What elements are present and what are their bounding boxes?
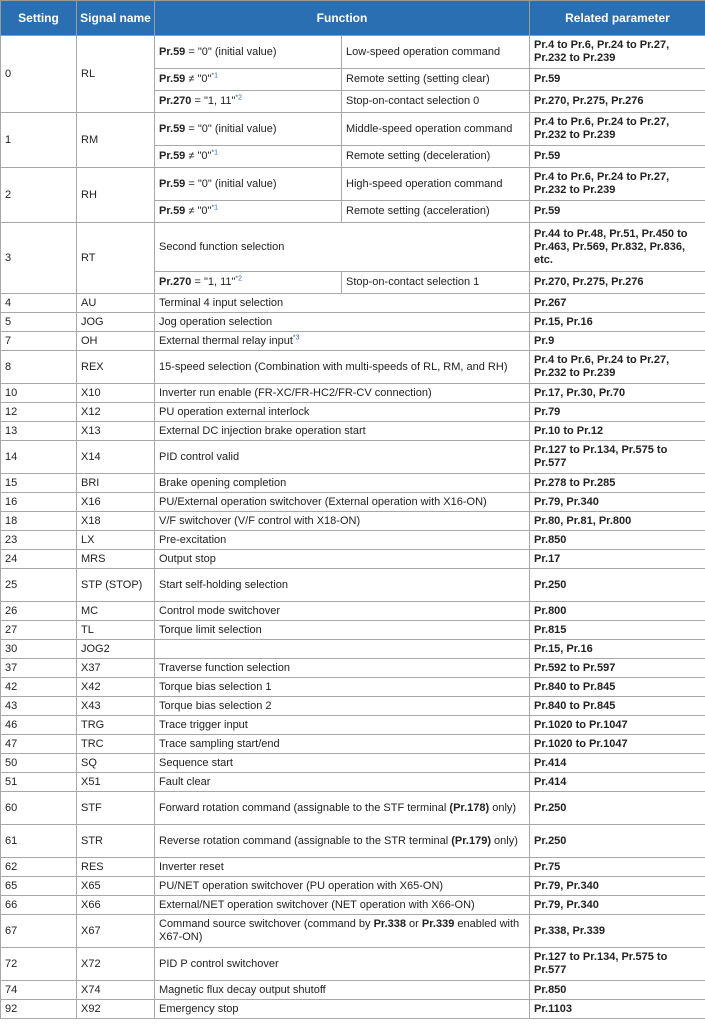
setting-cell: 72 xyxy=(1,948,77,981)
footnote-marker: *2 xyxy=(235,275,243,283)
setting-cell: 25 xyxy=(1,569,77,602)
parameter-cell: Pr.250 xyxy=(530,569,705,602)
function-cell: PU operation external interlock xyxy=(155,403,530,422)
condition-value: ≠ "0" xyxy=(185,73,212,85)
signal-cell: X42 xyxy=(77,678,155,697)
parameter-cell: Pr.270, Pr.275, Pr.276 xyxy=(530,91,705,113)
function-cell: Inverter reset xyxy=(155,858,530,877)
signal-cell: X13 xyxy=(77,422,155,441)
signal-cell: TRC xyxy=(77,735,155,754)
parameter-cell: Pr.127 to Pr.134, Pr.575 to Pr.577 xyxy=(530,948,705,981)
function-cell: Remote setting (deceleration) xyxy=(342,146,530,168)
parameter-cell: Pr.44 to Pr.48, Pr.51, Pr.450 to Pr.463, Pr.569, Pr.832, Pr.836, etc. xyxy=(530,223,705,272)
function-text: enabled with X67-ON) xyxy=(159,918,520,943)
parameter-cell: Pr.9 xyxy=(530,332,705,351)
table-row xyxy=(1,659,705,678)
function-text: Reverse rotation command (assignable to the STR terminal xyxy=(159,834,452,847)
parameter-cell: Pr.850 xyxy=(530,981,705,1000)
function-cell xyxy=(155,915,530,948)
parameter-cell: Pr.1020 to Pr.1047 xyxy=(530,735,705,754)
signal-cell: X92 xyxy=(77,1000,155,1019)
function-cell: Brake opening completion xyxy=(155,474,530,493)
signal-cell: AU xyxy=(77,294,155,313)
function-cell: Trace trigger input xyxy=(155,716,530,735)
parameter-cell: Pr.414 xyxy=(530,754,705,773)
condition-cell xyxy=(155,69,342,91)
setting-cell: 18 xyxy=(1,512,77,531)
parameter-cell: Pr.79, Pr.340 xyxy=(530,896,705,915)
signal-cell: STR xyxy=(77,825,155,858)
signal-cell: RT xyxy=(77,223,155,294)
signal-cell: STP (STOP) xyxy=(77,569,155,602)
signal-cell: X12 xyxy=(77,403,155,422)
signal-cell: X65 xyxy=(77,877,155,896)
signal-cell: TRG xyxy=(77,716,155,735)
function-text: External thermal relay input xyxy=(159,334,293,347)
setting-cell: 16 xyxy=(1,493,77,512)
function-text: only) xyxy=(489,801,517,814)
parameter-cell: Pr.80, Pr.81, Pr.800 xyxy=(530,512,705,531)
header-setting: Setting xyxy=(1,1,77,36)
setting-cell: 2 xyxy=(1,168,77,223)
table-row xyxy=(1,36,705,69)
table-row xyxy=(1,640,705,659)
function-cell: Pre-excitation xyxy=(155,531,530,550)
table-row xyxy=(1,569,705,602)
condition-parameter: Pr.270 xyxy=(159,276,192,288)
parameter-cell: Pr.15, Pr.16 xyxy=(530,313,705,332)
function-cell: Torque bias selection 2 xyxy=(155,697,530,716)
table-row xyxy=(1,858,705,877)
table-row xyxy=(1,493,705,512)
parameter-cell: Pr.17 xyxy=(530,550,705,569)
function-cell: Torque bias selection 1 xyxy=(155,678,530,697)
function-parameter: Pr.339 xyxy=(421,918,455,930)
table-row xyxy=(1,825,705,858)
table-row xyxy=(1,621,705,640)
condition-parameter: Pr.59 xyxy=(159,205,186,217)
signal-cell: STF xyxy=(77,792,155,825)
condition-value: ≠ "0" xyxy=(185,150,212,162)
header-signal-name: Signal name xyxy=(77,1,155,36)
function-cell xyxy=(155,792,530,825)
parameter-cell: Pr.840 to Pr.845 xyxy=(530,678,705,697)
signal-cell: X37 xyxy=(77,659,155,678)
setting-cell: 65 xyxy=(1,877,77,896)
function-cell: Jog operation selection xyxy=(155,313,530,332)
setting-cell: 30 xyxy=(1,640,77,659)
condition-cell xyxy=(155,146,342,168)
function-text: or xyxy=(406,918,422,930)
function-cell: Fault clear xyxy=(155,773,530,792)
setting-cell: 47 xyxy=(1,735,77,754)
setting-cell: 15 xyxy=(1,474,77,493)
condition-cell xyxy=(155,168,342,201)
condition-cell xyxy=(155,201,342,223)
signal-cell: BRI xyxy=(77,474,155,493)
table-row xyxy=(1,550,705,569)
signal-cell: X14 xyxy=(77,441,155,474)
parameter-cell: Pr.4 to Pr.6, Pr.24 to Pr.27, Pr.232 to Pr.239 xyxy=(530,168,705,201)
footnote-marker: *1 xyxy=(211,72,219,80)
signal-cell: X72 xyxy=(77,948,155,981)
table-row xyxy=(1,313,705,332)
parameter-cell: Pr.1103 xyxy=(530,1000,705,1019)
header-function: Function xyxy=(155,1,530,36)
function-cell: V/F switchover (V/F control with X18-ON) xyxy=(155,512,530,531)
function-cell: Sequence start xyxy=(155,754,530,773)
parameter-cell: Pr.414 xyxy=(530,773,705,792)
function-cell: Stop-on-contact selection 0 xyxy=(342,91,530,113)
condition-parameter: Pr.59 xyxy=(159,122,186,135)
table-row xyxy=(1,678,705,697)
parameter-cell: Pr.592 to Pr.597 xyxy=(530,659,705,678)
header-related-parameter: Related parameter xyxy=(530,1,705,36)
setting-cell: 24 xyxy=(1,550,77,569)
setting-cell: 62 xyxy=(1,858,77,877)
signal-cell: TL xyxy=(77,621,155,640)
setting-cell: 27 xyxy=(1,621,77,640)
table-row xyxy=(1,896,705,915)
function-cell: External/NET operation switchover (NET operation with X66-ON) xyxy=(155,896,530,915)
signal-cell: OH xyxy=(77,332,155,351)
table-row xyxy=(1,422,705,441)
table-row xyxy=(1,113,705,146)
setting-cell: 12 xyxy=(1,403,77,422)
signal-cell: X18 xyxy=(77,512,155,531)
setting-cell: 5 xyxy=(1,313,77,332)
table-row xyxy=(1,716,705,735)
table-row xyxy=(1,403,705,422)
table-row xyxy=(1,602,705,621)
condition-cell xyxy=(155,113,342,146)
function-cell: Remote setting (setting clear) xyxy=(342,69,530,91)
function-cell: Inverter run enable (FR-XC/FR-HC2/FR-CV connection) xyxy=(155,384,530,403)
signal-cell: JOG2 xyxy=(77,640,155,659)
function-text: Forward rotation command (assignable to the STF terminal xyxy=(159,801,450,814)
condition-parameter: Pr.59 xyxy=(159,177,186,190)
parameter-cell: Pr.800 xyxy=(530,602,705,621)
parameter-cell: Pr.4 to Pr.6, Pr.24 to Pr.27, Pr.232 to Pr.239 xyxy=(530,351,705,384)
table-row xyxy=(1,384,705,403)
parameter-cell: Pr.250 xyxy=(530,792,705,825)
setting-cell: 14 xyxy=(1,441,77,474)
signal-cell: SQ xyxy=(77,754,155,773)
table-row xyxy=(1,512,705,531)
setting-cell: 23 xyxy=(1,531,77,550)
table-row xyxy=(1,531,705,550)
signal-cell: X66 xyxy=(77,896,155,915)
table-row xyxy=(1,294,705,313)
function-text: only) xyxy=(491,834,518,847)
function-cell: Control mode switchover xyxy=(155,602,530,621)
function-cell: High-speed operation command xyxy=(342,168,530,201)
parameter-cell: Pr.17, Pr.30, Pr.70 xyxy=(530,384,705,403)
condition-cell xyxy=(155,36,342,69)
footnote-marker: *1 xyxy=(211,204,219,212)
table-row xyxy=(1,735,705,754)
parameter-cell: Pr.338, Pr.339 xyxy=(530,915,705,948)
table-row xyxy=(1,981,705,1000)
setting-cell: 61 xyxy=(1,825,77,858)
condition-value: = "0" (initial value) xyxy=(185,45,277,58)
footnote-marker: *1 xyxy=(211,149,219,157)
table-row xyxy=(1,754,705,773)
signal-cell: LX xyxy=(77,531,155,550)
condition-value: = "0" (initial value) xyxy=(185,177,277,190)
function-cell: Torque limit selection xyxy=(155,621,530,640)
setting-cell: 92 xyxy=(1,1000,77,1019)
function-cell: Low-speed operation command xyxy=(342,36,530,69)
condition-value: = "0" (initial value) xyxy=(185,122,277,135)
table-row xyxy=(1,773,705,792)
function-cell: PU/External operation switchover (External operation with X16-ON) xyxy=(155,493,530,512)
condition-parameter: Pr.59 xyxy=(159,150,186,162)
parameter-cell: Pr.59 xyxy=(530,69,705,91)
table-row xyxy=(1,915,705,948)
function-cell: External DC injection brake operation start xyxy=(155,422,530,441)
function-cell: PID P control switchover xyxy=(155,948,530,981)
function-cell: Output stop xyxy=(155,550,530,569)
setting-cell: 37 xyxy=(1,659,77,678)
function-cell: Second function selection xyxy=(155,223,530,272)
setting-cell: 26 xyxy=(1,602,77,621)
function-parameter: (Pr.179) xyxy=(451,834,491,847)
signal-cell: JOG xyxy=(77,313,155,332)
table-row xyxy=(1,351,705,384)
signal-cell: REX xyxy=(77,351,155,384)
setting-cell: 51 xyxy=(1,773,77,792)
parameter-cell: Pr.59 xyxy=(530,201,705,223)
table-row xyxy=(1,223,705,272)
setting-cell: 60 xyxy=(1,792,77,825)
setting-cell: 8 xyxy=(1,351,77,384)
function-cell xyxy=(155,332,530,351)
function-cell: Traverse function selection xyxy=(155,659,530,678)
table-row xyxy=(1,1000,705,1019)
parameter-cell: Pr.250 xyxy=(530,825,705,858)
signal-cell: RL xyxy=(77,36,155,113)
table-header-row xyxy=(1,1,705,36)
function-cell: 15-speed selection (Combination with multi-speeds of RL, RM, and RH) xyxy=(155,351,530,384)
parameter-cell: Pr.10 to Pr.12 xyxy=(530,422,705,441)
parameter-cell: Pr.127 to Pr.134, Pr.575 to Pr.577 xyxy=(530,441,705,474)
table-row xyxy=(1,168,705,201)
table-row xyxy=(1,792,705,825)
setting-cell: 74 xyxy=(1,981,77,1000)
signal-cell: X10 xyxy=(77,384,155,403)
function-cell: Middle-speed operation command xyxy=(342,113,530,146)
setting-cell: 46 xyxy=(1,716,77,735)
function-cell: Magnetic flux decay output shutoff xyxy=(155,981,530,1000)
table-row xyxy=(1,877,705,896)
function-cell: Stop-on-contact selection 1 xyxy=(342,272,530,294)
function-cell: PU/NET operation switchover (PU operation with X65-ON) xyxy=(155,877,530,896)
setting-cell: 13 xyxy=(1,422,77,441)
setting-cell: 66 xyxy=(1,896,77,915)
function-cell: Terminal 4 input selection xyxy=(155,294,530,313)
table-row xyxy=(1,441,705,474)
signal-cell: X67 xyxy=(77,915,155,948)
parameter-cell: Pr.79, Pr.340 xyxy=(530,877,705,896)
condition-value: = "1, 11" xyxy=(191,95,236,107)
signal-cell: RM xyxy=(77,113,155,168)
setting-cell: 10 xyxy=(1,384,77,403)
parameter-cell: Pr.79 xyxy=(530,403,705,422)
function-cell: PID control valid xyxy=(155,441,530,474)
function-cell: Start self-holding selection xyxy=(155,569,530,602)
setting-cell: 7 xyxy=(1,332,77,351)
parameter-cell: Pr.15, Pr.16 xyxy=(530,640,705,659)
function-cell xyxy=(155,640,530,659)
parameter-cell: Pr.75 xyxy=(530,858,705,877)
setting-cell: 0 xyxy=(1,36,77,113)
function-cell: Remote setting (acceleration) xyxy=(342,201,530,223)
setting-cell: 3 xyxy=(1,223,77,294)
function-cell: Trace sampling start/end xyxy=(155,735,530,754)
parameter-cell: Pr.278 to Pr.285 xyxy=(530,474,705,493)
setting-cell: 42 xyxy=(1,678,77,697)
setting-cell: 1 xyxy=(1,113,77,168)
signal-cell: MRS xyxy=(77,550,155,569)
parameter-cell: Pr.4 to Pr.6, Pr.24 to Pr.27, Pr.232 to Pr.239 xyxy=(530,36,705,69)
condition-parameter: Pr.59 xyxy=(159,73,186,85)
function-cell xyxy=(155,825,530,858)
condition-cell xyxy=(155,91,342,113)
parameter-cell: Pr.850 xyxy=(530,531,705,550)
parameter-cell: Pr.59 xyxy=(530,146,705,168)
signal-cell: RES xyxy=(77,858,155,877)
function-parameter: Pr.338 xyxy=(373,918,406,930)
signal-cell: MC xyxy=(77,602,155,621)
parameter-cell: Pr.270, Pr.275, Pr.276 xyxy=(530,272,705,294)
setting-cell: 67 xyxy=(1,915,77,948)
condition-value: ≠ "0" xyxy=(185,205,212,217)
footnote-marker: *3 xyxy=(292,333,300,341)
parameter-cell: Pr.267 xyxy=(530,294,705,313)
setting-cell: 4 xyxy=(1,294,77,313)
footnote-marker: *2 xyxy=(235,94,243,102)
signal-cell: X43 xyxy=(77,697,155,716)
signal-cell: X74 xyxy=(77,981,155,1000)
parameter-cell: Pr.79, Pr.340 xyxy=(530,493,705,512)
function-text: Command source switchover (command by xyxy=(159,918,374,930)
signal-cell: X16 xyxy=(77,493,155,512)
parameter-cell: Pr.815 xyxy=(530,621,705,640)
parameter-cell: Pr.1020 to Pr.1047 xyxy=(530,716,705,735)
function-parameter: (Pr.178) xyxy=(449,801,490,814)
condition-cell xyxy=(155,272,342,294)
condition-parameter: Pr.59 xyxy=(159,45,186,58)
function-cell: Emergency stop xyxy=(155,1000,530,1019)
setting-cell: 43 xyxy=(1,697,77,716)
signal-cell: RH xyxy=(77,168,155,223)
setting-cell: 50 xyxy=(1,754,77,773)
condition-value: = "1, 11" xyxy=(191,276,236,288)
parameter-cell: Pr.4 to Pr.6, Pr.24 to Pr.27, Pr.232 to Pr.239 xyxy=(530,113,705,146)
table-row xyxy=(1,948,705,981)
condition-parameter: Pr.270 xyxy=(159,95,192,107)
parameter-cell: Pr.840 to Pr.845 xyxy=(530,697,705,716)
signal-cell: X51 xyxy=(77,773,155,792)
table-row xyxy=(1,697,705,716)
table-row xyxy=(1,474,705,493)
table-row xyxy=(1,332,705,351)
